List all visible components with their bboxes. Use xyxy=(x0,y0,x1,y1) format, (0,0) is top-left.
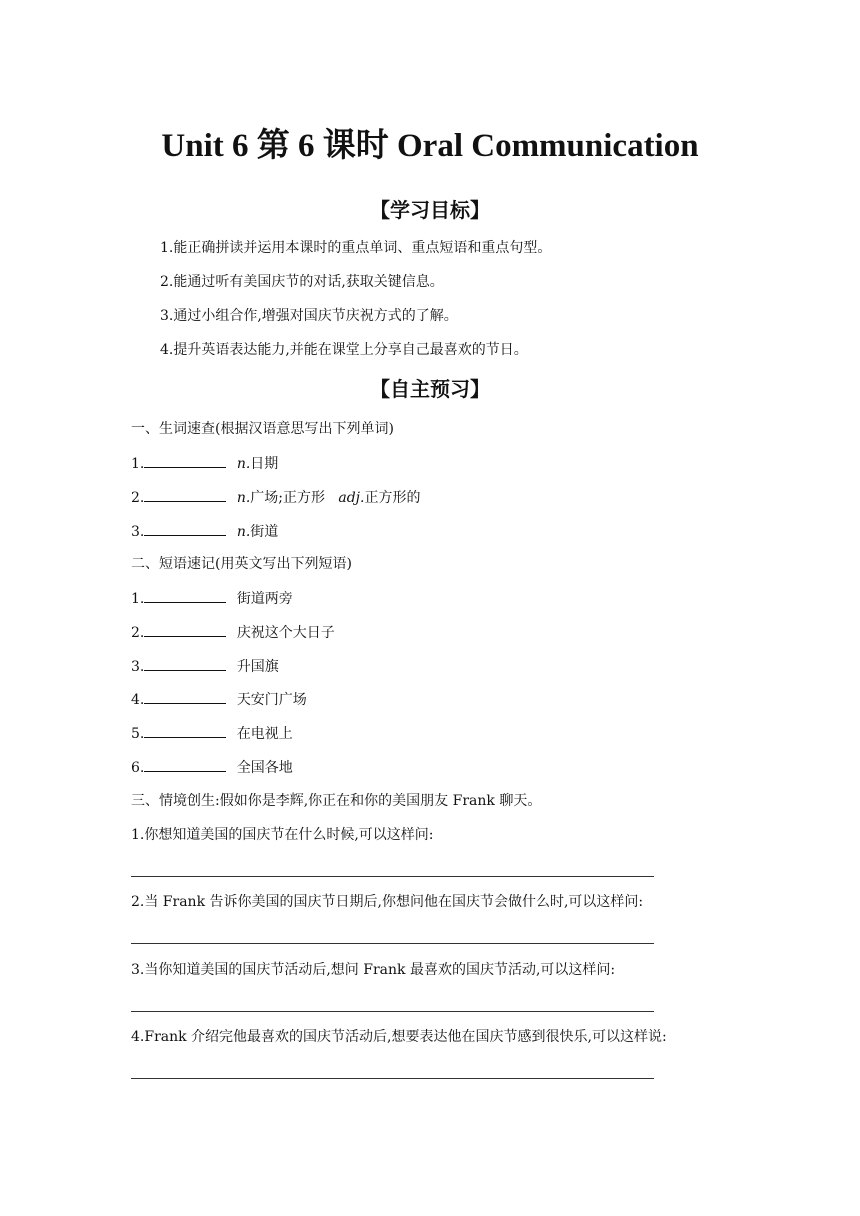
phrase-meaning: 全国各地 xyxy=(236,760,293,776)
answer-blank[interactable] xyxy=(144,723,226,738)
part-of-speech: n. xyxy=(236,456,251,472)
answer-blank[interactable] xyxy=(144,757,226,772)
section2-title: 二、短语速记(用英文写出下列短语) xyxy=(131,556,352,572)
answer-blank[interactable] xyxy=(144,588,226,603)
phrase-item xyxy=(131,689,307,710)
part-of-speech: n. xyxy=(236,524,251,540)
part-of-speech: n. xyxy=(236,490,251,506)
phrase-item xyxy=(131,723,293,744)
item-number: 1. xyxy=(131,591,145,607)
phrase-item xyxy=(131,757,293,778)
item-number: 2. xyxy=(131,490,145,506)
phrase-item xyxy=(131,588,293,609)
scenario-question: 2.当 Frank 告诉你美国的国庆节日期后,你想问他在国庆节会做什么时,可以这样问: xyxy=(131,894,644,910)
scenario-question: 4.Frank 介绍完他最喜欢的国庆节活动后,想要表达他在国庆节感到很快乐,可以这样说: xyxy=(131,1029,667,1045)
phrase-meaning: 升国旗 xyxy=(236,659,279,675)
answer-line[interactable] xyxy=(131,876,654,877)
word-meaning: 正方形的 xyxy=(364,490,421,506)
answer-blank[interactable] xyxy=(144,689,226,704)
item-number: 5. xyxy=(131,726,145,742)
word-meaning: 街道 xyxy=(250,524,279,540)
goal-item: 2.能通过听有美国庆节的对话,获取关键信息。 xyxy=(160,274,444,290)
answer-blank[interactable] xyxy=(144,521,226,536)
goal-item: 1.能正确拼读并运用本课时的重点单词、重点短语和重点句型。 xyxy=(160,240,552,256)
page-title: Unit 6 第 6 课时 Oral Communication xyxy=(161,128,699,164)
phrase-meaning: 庆祝这个大日子 xyxy=(236,625,335,641)
phrase-item xyxy=(131,622,335,643)
answer-blank[interactable] xyxy=(144,622,226,637)
section3-title: 三、情境创生:假如你是李辉,你正在和你的美国朋友 Frank 聊天。 xyxy=(131,793,542,809)
word-meaning: 广场;正方形 xyxy=(250,490,325,506)
phrase-meaning: 在电视上 xyxy=(236,726,293,742)
scenario-question: 3.当你知道美国的国庆节活动后,想问 Frank 最喜欢的国庆节活动,可以这样问: xyxy=(131,962,616,978)
item-number: 4. xyxy=(131,692,145,708)
item-number: 3. xyxy=(131,524,145,540)
item-number: 1. xyxy=(131,456,145,472)
item-number: 2. xyxy=(131,625,145,641)
part-of-speech: adj. xyxy=(338,490,365,506)
phrase-meaning: 街道两旁 xyxy=(236,591,293,607)
preview-heading: 【自主预习】 xyxy=(370,377,490,401)
vocab-item xyxy=(131,521,278,542)
goal-item: 3.通过小组合作,增强对国庆节庆祝方式的了解。 xyxy=(160,308,458,324)
vocab-item xyxy=(131,453,278,474)
answer-blank[interactable] xyxy=(144,453,226,468)
goals-heading: 【学习目标】 xyxy=(370,198,490,222)
item-number: 6. xyxy=(131,760,145,776)
phrase-meaning: 天安门广场 xyxy=(236,692,307,708)
answer-line[interactable] xyxy=(131,1078,654,1079)
answer-blank[interactable] xyxy=(144,656,226,671)
answer-blank[interactable] xyxy=(144,487,226,502)
word-meaning: 日期 xyxy=(250,456,279,472)
vocab-item xyxy=(131,487,420,508)
phrase-item xyxy=(131,656,279,677)
section1-title: 一、生词速查(根据汉语意思写出下列单词) xyxy=(131,421,394,437)
answer-line[interactable] xyxy=(131,1011,654,1012)
answer-line[interactable] xyxy=(131,943,654,944)
item-number: 3. xyxy=(131,659,145,675)
scenario-question: 1.你想知道美国的国庆节在什么时候,可以这样问: xyxy=(131,827,434,843)
goal-item: 4.提升英语表达能力,并能在课堂上分享自己最喜欢的节日。 xyxy=(160,342,528,358)
